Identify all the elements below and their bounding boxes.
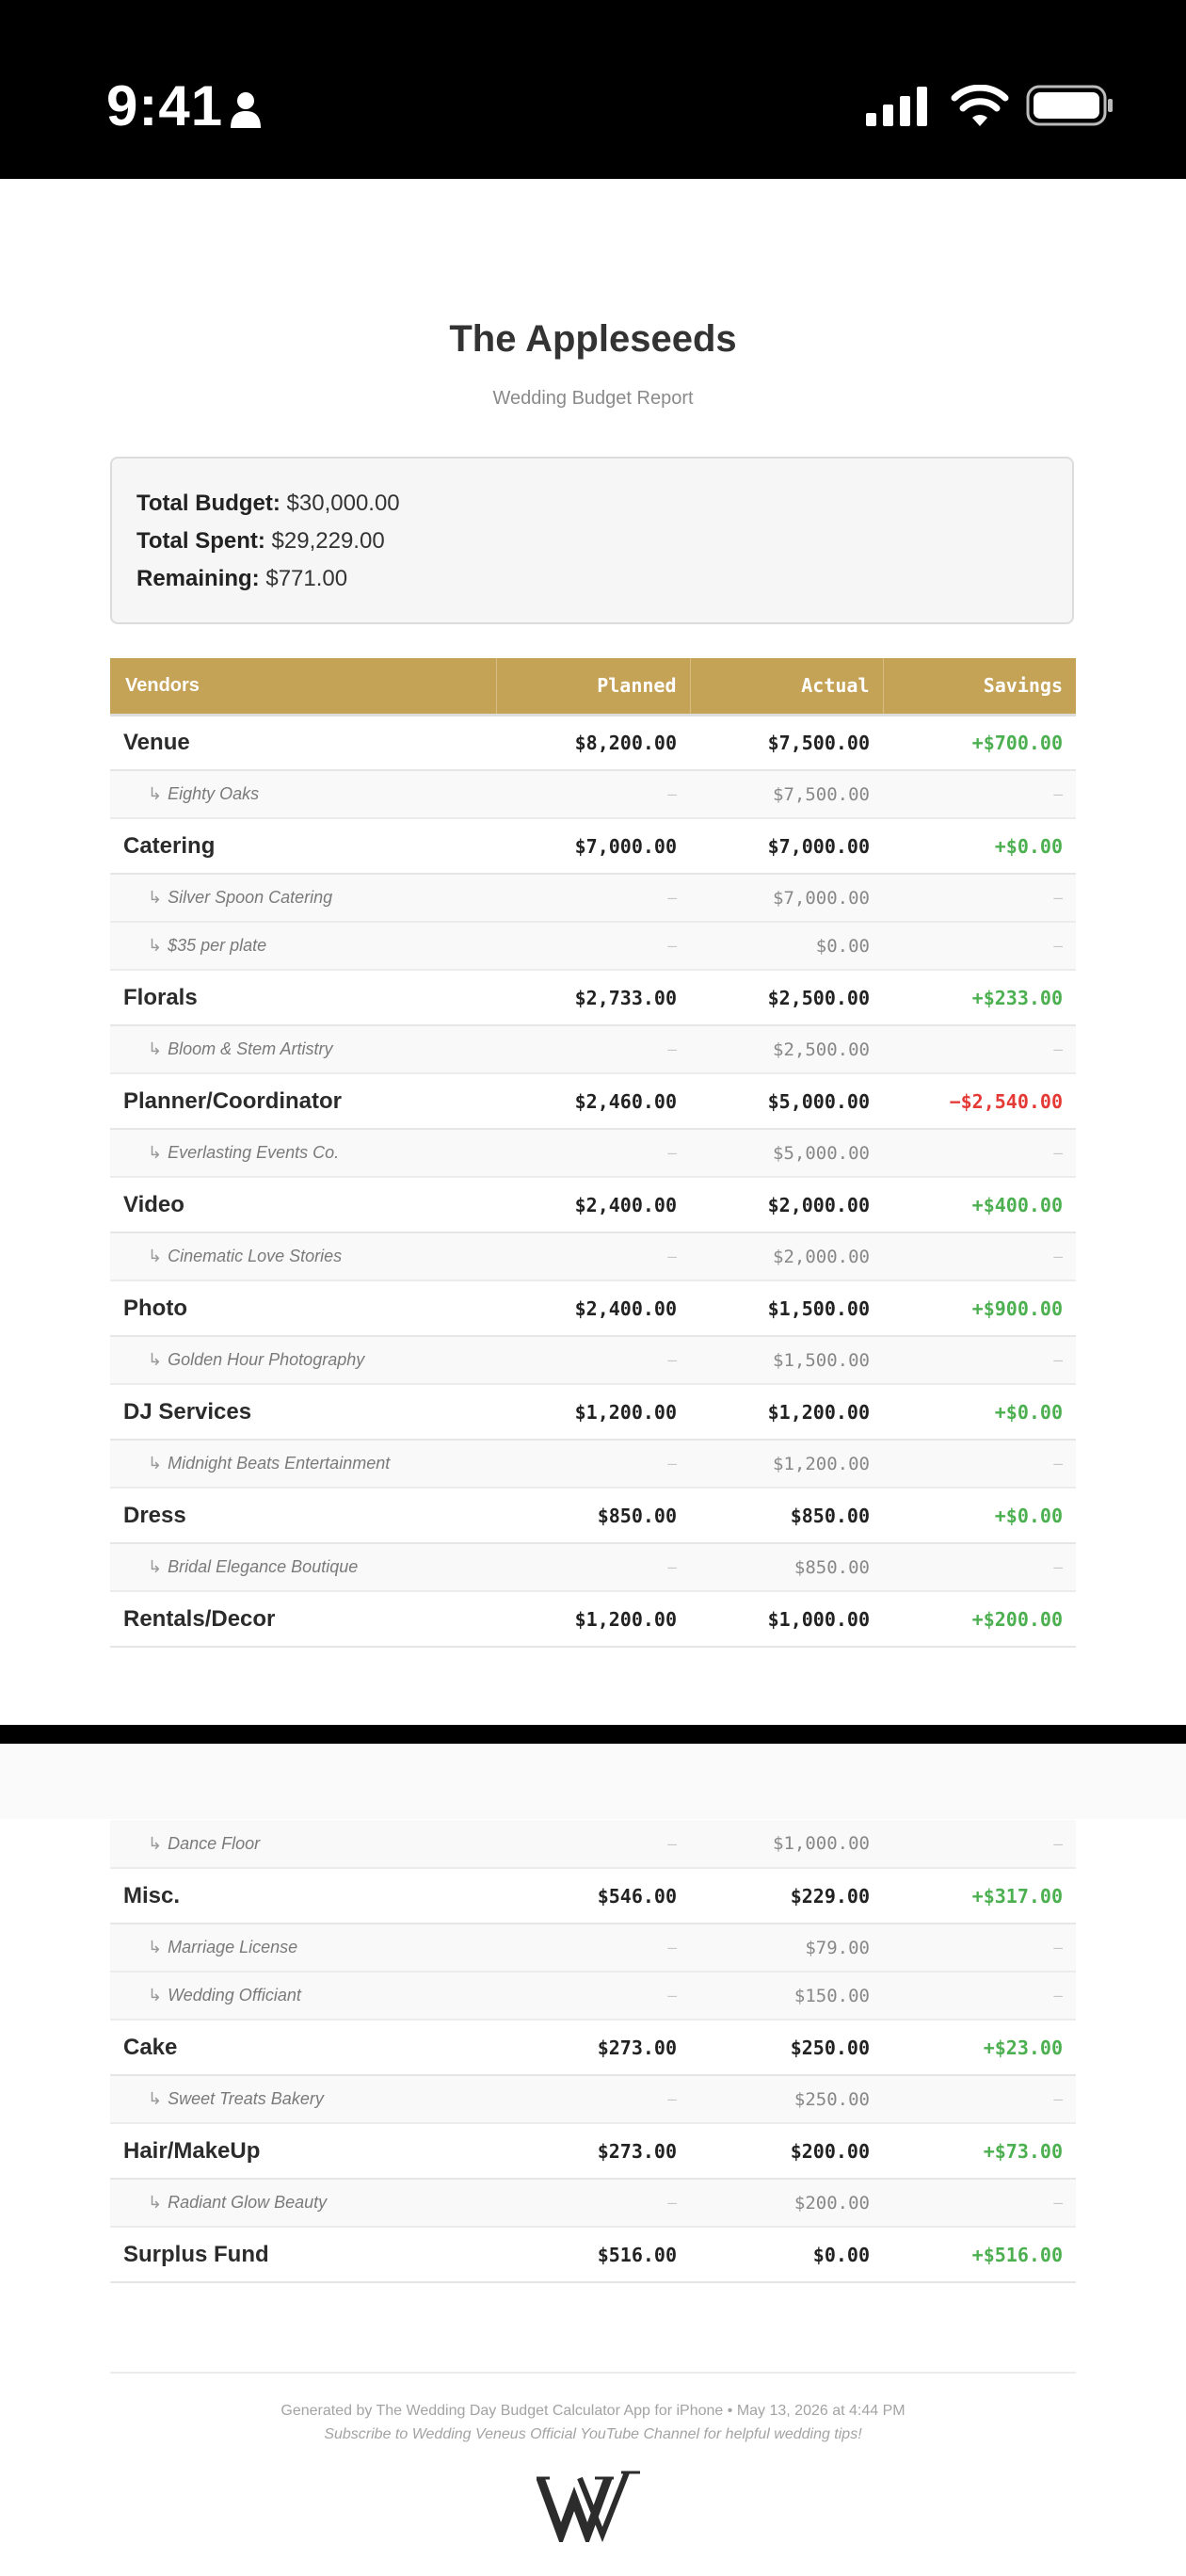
vendor-name-label: $35 per plate bbox=[168, 936, 267, 955]
savings-cell: – bbox=[883, 1972, 1076, 2020]
vendor-name bbox=[110, 1336, 496, 1384]
actual-cell: $7,000.00 bbox=[690, 818, 883, 874]
planned-cell: – bbox=[496, 874, 690, 922]
vendor-name bbox=[110, 1543, 496, 1591]
sub-item-arrow-icon: ↳ bbox=[148, 888, 163, 907]
vendor-row-bridal-elegance-boutique bbox=[110, 1543, 1076, 1591]
category-row-planner-coordinator bbox=[110, 1073, 1076, 1129]
vendor-name-label: Cinematic Love Stories bbox=[168, 1247, 343, 1265]
actual-cell: $2,000.00 bbox=[690, 1177, 883, 1232]
total-budget-label: Total Budget: bbox=[136, 491, 280, 516]
savings-cell: – bbox=[883, 1232, 1076, 1280]
actual-cell: $229.00 bbox=[690, 1868, 883, 1924]
actual-cell: $150.00 bbox=[690, 1972, 883, 2020]
vendor-name-label: Marriage License bbox=[168, 1938, 298, 1956]
planned-cell: – bbox=[496, 2179, 690, 2227]
category-name: Surplus Fund bbox=[110, 2227, 496, 2282]
savings-cell: – bbox=[883, 2179, 1076, 2227]
category-row-photo bbox=[110, 1280, 1076, 1336]
vendor-name-label: Sweet Treats Bakery bbox=[168, 2089, 324, 2108]
actual-cell: $7,500.00 bbox=[690, 715, 883, 770]
category-name: Venue bbox=[110, 715, 496, 770]
planned-cell: $7,000.00 bbox=[496, 818, 690, 874]
category-name: Hair/MakeUp bbox=[110, 2123, 496, 2179]
vendor-name-label: Wedding Officiant bbox=[168, 1986, 301, 2004]
planned-cell: $273.00 bbox=[496, 2020, 690, 2075]
actual-cell: $1,200.00 bbox=[690, 1384, 883, 1440]
header-actual: Actual bbox=[690, 658, 883, 715]
vendor-row-wedding-officiant bbox=[110, 1972, 1076, 2020]
vendor-name bbox=[110, 1820, 496, 1868]
actual-cell: $200.00 bbox=[690, 2179, 883, 2227]
planned-cell: – bbox=[496, 1820, 690, 1868]
budget-summary-box bbox=[110, 457, 1074, 624]
savings-cell: – bbox=[883, 874, 1076, 922]
vendor-name-label: Dance Floor bbox=[168, 1833, 261, 1853]
footer-generated-text: Generated by The Wedding Day Budget Calculator App for iPhone • May 13, 2026 at 4:44 PM bbox=[280, 2403, 906, 2419]
planned-cell: – bbox=[496, 1440, 690, 1488]
status-time: 9:41 bbox=[106, 74, 224, 137]
planned-cell: $1,200.00 bbox=[496, 1591, 690, 1647]
vendor-name-label: Bloom & Stem Artistry bbox=[168, 1039, 333, 1058]
remaining-value: $771.00 bbox=[265, 566, 348, 591]
savings-cell: – bbox=[883, 1543, 1076, 1591]
savings-cell: +$516.00 bbox=[883, 2227, 1076, 2282]
sub-item-arrow-icon: ↳ bbox=[148, 1247, 163, 1265]
actual-cell: $1,500.00 bbox=[690, 1336, 883, 1384]
category-row-hair-makeup bbox=[110, 2123, 1076, 2179]
planned-cell: $273.00 bbox=[496, 2123, 690, 2179]
planned-cell: – bbox=[496, 922, 690, 970]
cellular-signal-icon bbox=[866, 87, 930, 126]
sub-item-arrow-icon: ↳ bbox=[148, 1350, 163, 1369]
actual-cell: $1,000.00 bbox=[690, 1591, 883, 1647]
vendor-name bbox=[110, 922, 496, 970]
vendor-name-label: Golden Hour Photography bbox=[168, 1350, 365, 1369]
planned-cell: – bbox=[496, 1972, 690, 2020]
actual-cell: $79.00 bbox=[690, 1924, 883, 1972]
actual-cell: $2,000.00 bbox=[690, 1232, 883, 1280]
vendor-row-everlasting-events-co bbox=[110, 1129, 1076, 1177]
vendor-row-35-per-plate bbox=[110, 922, 1076, 970]
sub-item-arrow-icon: ↳ bbox=[148, 1557, 163, 1576]
savings-cell: +$400.00 bbox=[883, 1177, 1076, 1232]
vendor-row-dance-floor bbox=[110, 1820, 1076, 1868]
vendor-name bbox=[110, 2075, 496, 2123]
vendor-name bbox=[110, 1924, 496, 1972]
savings-cell: +$233.00 bbox=[883, 970, 1076, 1025]
actual-cell: $5,000.00 bbox=[690, 1129, 883, 1177]
category-row-misc bbox=[110, 1868, 1076, 1924]
actual-cell: $2,500.00 bbox=[690, 970, 883, 1025]
budget-table-continued bbox=[110, 1820, 1076, 2283]
savings-cell: +$0.00 bbox=[883, 1488, 1076, 1543]
budget-table-body bbox=[110, 715, 1076, 1647]
report-page-1 bbox=[0, 179, 1186, 1725]
page-divider bbox=[0, 1725, 1186, 1744]
sub-item-arrow-icon: ↳ bbox=[148, 1986, 163, 2004]
savings-cell: +$73.00 bbox=[883, 2123, 1076, 2179]
vendor-name bbox=[110, 1025, 496, 1073]
category-row-cake bbox=[110, 2020, 1076, 2075]
planned-cell: $850.00 bbox=[496, 1488, 690, 1543]
vendor-name bbox=[110, 1232, 496, 1280]
category-row-video bbox=[110, 1177, 1076, 1232]
sub-item-arrow-icon: ↳ bbox=[148, 2089, 163, 2108]
vendor-row-radiant-glow-beauty bbox=[110, 2179, 1076, 2227]
actual-cell: $7,500.00 bbox=[690, 770, 883, 818]
category-row-dress bbox=[110, 1488, 1076, 1543]
savings-cell: +$200.00 bbox=[883, 1591, 1076, 1647]
remaining-label: Remaining: bbox=[136, 566, 260, 591]
actual-cell: $250.00 bbox=[690, 2020, 883, 2075]
vendor-name-label: Bridal Elegance Boutique bbox=[168, 1557, 359, 1576]
category-row-florals bbox=[110, 970, 1076, 1025]
total-spent-label: Total Spent: bbox=[136, 528, 265, 554]
vendor-row-cinematic-love-stories bbox=[110, 1232, 1076, 1280]
vendor-row-bloom-stem-artistry bbox=[110, 1025, 1076, 1073]
vendor-name-label: Silver Spoon Catering bbox=[168, 888, 333, 907]
vendor-name-label: Radiant Glow Beauty bbox=[168, 2193, 328, 2212]
planned-cell: – bbox=[496, 1025, 690, 1073]
sub-item-arrow-icon: ↳ bbox=[148, 936, 163, 955]
page-2-top-margin bbox=[0, 1744, 1186, 1819]
planned-cell: $516.00 bbox=[496, 2227, 690, 2282]
category-name: Video bbox=[110, 1177, 496, 1232]
actual-cell: $1,000.00 bbox=[690, 1820, 883, 1868]
actual-cell: $850.00 bbox=[690, 1488, 883, 1543]
category-name: Misc. bbox=[110, 1868, 496, 1924]
planned-cell: $8,200.00 bbox=[496, 715, 690, 770]
vendor-row-eighty-oaks bbox=[110, 770, 1076, 818]
savings-cell: – bbox=[883, 2075, 1076, 2123]
vendor-name-label: Eighty Oaks bbox=[168, 784, 260, 803]
category-name: Photo bbox=[110, 1280, 496, 1336]
savings-cell: – bbox=[883, 922, 1076, 970]
savings-cell: – bbox=[883, 1924, 1076, 1972]
status-bar bbox=[0, 0, 1186, 179]
actual-cell: $850.00 bbox=[690, 1543, 883, 1591]
category-name: Florals bbox=[110, 970, 496, 1025]
savings-cell: – bbox=[883, 1440, 1076, 1488]
category-row-surplus-fund bbox=[110, 2227, 1076, 2282]
total-budget-line bbox=[136, 485, 1072, 523]
category-name: DJ Services bbox=[110, 1384, 496, 1440]
vendor-name bbox=[110, 1440, 496, 1488]
budget-table-body-continued bbox=[110, 1820, 1076, 2282]
planned-cell: – bbox=[496, 770, 690, 818]
vendor-row-sweet-treats-bakery bbox=[110, 2075, 1076, 2123]
sub-item-arrow-icon: ↳ bbox=[148, 1143, 163, 1162]
vendor-name bbox=[110, 874, 496, 922]
actual-cell: $200.00 bbox=[690, 2123, 883, 2179]
planned-cell: – bbox=[496, 1232, 690, 1280]
actual-cell: $1,500.00 bbox=[690, 1280, 883, 1336]
vendor-name bbox=[110, 1972, 496, 2020]
savings-cell: +$23.00 bbox=[883, 2020, 1076, 2075]
table-header-row bbox=[110, 658, 1076, 715]
planned-cell: $1,200.00 bbox=[496, 1384, 690, 1440]
planned-cell: – bbox=[496, 1924, 690, 1972]
actual-cell: $1,200.00 bbox=[690, 1440, 883, 1488]
sub-item-arrow-icon: ↳ bbox=[148, 1039, 163, 1058]
actual-cell: $0.00 bbox=[690, 2227, 883, 2282]
header-planned: Planned bbox=[496, 658, 690, 715]
wv-logo bbox=[537, 2467, 649, 2542]
sub-item-arrow-icon: ↳ bbox=[148, 1454, 163, 1473]
total-spent-line bbox=[136, 523, 1072, 560]
person-icon bbox=[230, 90, 262, 128]
remaining-line bbox=[136, 560, 1072, 598]
vendor-name-label: Midnight Beats Entertainment bbox=[168, 1454, 391, 1473]
vendor-row-silver-spoon-catering bbox=[110, 874, 1076, 922]
actual-cell: $5,000.00 bbox=[690, 1073, 883, 1129]
category-name: Rentals/Decor bbox=[110, 1591, 496, 1647]
wifi-icon bbox=[951, 85, 1009, 126]
sub-item-arrow-icon: ↳ bbox=[148, 1938, 163, 1956]
planned-cell: $2,400.00 bbox=[496, 1177, 690, 1232]
actual-cell: $0.00 bbox=[690, 922, 883, 970]
category-name: Dress bbox=[110, 1488, 496, 1543]
category-row-dj-services bbox=[110, 1384, 1076, 1440]
vendor-name-label: Everlasting Events Co. bbox=[168, 1143, 340, 1162]
sub-item-arrow-icon: ↳ bbox=[148, 784, 163, 803]
savings-cell: +$317.00 bbox=[883, 1868, 1076, 1924]
savings-cell: – bbox=[883, 1820, 1076, 1868]
category-row-catering bbox=[110, 818, 1076, 874]
sub-item-arrow-icon: ↳ bbox=[148, 1833, 163, 1853]
vendor-row-midnight-beats-entertainment bbox=[110, 1440, 1076, 1488]
sub-item-arrow-icon: ↳ bbox=[148, 2193, 163, 2212]
header-vendors: Vendors bbox=[110, 658, 496, 715]
vendor-name bbox=[110, 1129, 496, 1177]
savings-cell: – bbox=[883, 770, 1076, 818]
total-budget-value: $30,000.00 bbox=[286, 491, 400, 516]
planned-cell: $2,460.00 bbox=[496, 1073, 690, 1129]
savings-cell: – bbox=[883, 1129, 1076, 1177]
planned-cell: – bbox=[496, 2075, 690, 2123]
planned-cell: $2,400.00 bbox=[496, 1280, 690, 1336]
vendor-name bbox=[110, 770, 496, 818]
category-name: Planner/Coordinator bbox=[110, 1073, 496, 1129]
category-row-venue bbox=[110, 715, 1076, 770]
actual-cell: $2,500.00 bbox=[690, 1025, 883, 1073]
savings-cell: +$0.00 bbox=[883, 1384, 1076, 1440]
savings-cell: +$700.00 bbox=[883, 715, 1076, 770]
battery-icon bbox=[1026, 85, 1114, 126]
total-spent-value: $29,229.00 bbox=[271, 528, 385, 554]
vendor-name bbox=[110, 2179, 496, 2227]
footer-subscribe-text: Subscribe to Wedding Veneus Official YouTube Channel for helpful wedding tips! bbox=[324, 2426, 862, 2442]
planned-cell: $2,733.00 bbox=[496, 970, 690, 1025]
vendor-row-marriage-license bbox=[110, 1924, 1076, 1972]
savings-cell: – bbox=[883, 1336, 1076, 1384]
report-subtitle: Wedding Budget Report bbox=[492, 388, 694, 409]
savings-cell: +$0.00 bbox=[883, 818, 1076, 874]
actual-cell: $250.00 bbox=[690, 2075, 883, 2123]
header-savings: Savings bbox=[883, 658, 1076, 715]
vendor-row-golden-hour-photography bbox=[110, 1336, 1076, 1384]
category-row-rentals-decor bbox=[110, 1591, 1076, 1647]
planned-cell: – bbox=[496, 1129, 690, 1177]
category-name: Catering bbox=[110, 818, 496, 874]
savings-cell: −$2,540.00 bbox=[883, 1073, 1076, 1129]
savings-cell: – bbox=[883, 1025, 1076, 1073]
budget-table bbox=[110, 658, 1076, 1648]
report-page-2 bbox=[0, 1744, 1186, 2576]
footer-divider bbox=[110, 2372, 1076, 2374]
category-name: Cake bbox=[110, 2020, 496, 2075]
actual-cell: $7,000.00 bbox=[690, 874, 883, 922]
planned-cell: $546.00 bbox=[496, 1868, 690, 1924]
planned-cell: – bbox=[496, 1543, 690, 1591]
planned-cell: – bbox=[496, 1336, 690, 1384]
report-title: The Appleseeds bbox=[449, 318, 737, 360]
savings-cell: +$900.00 bbox=[883, 1280, 1076, 1336]
